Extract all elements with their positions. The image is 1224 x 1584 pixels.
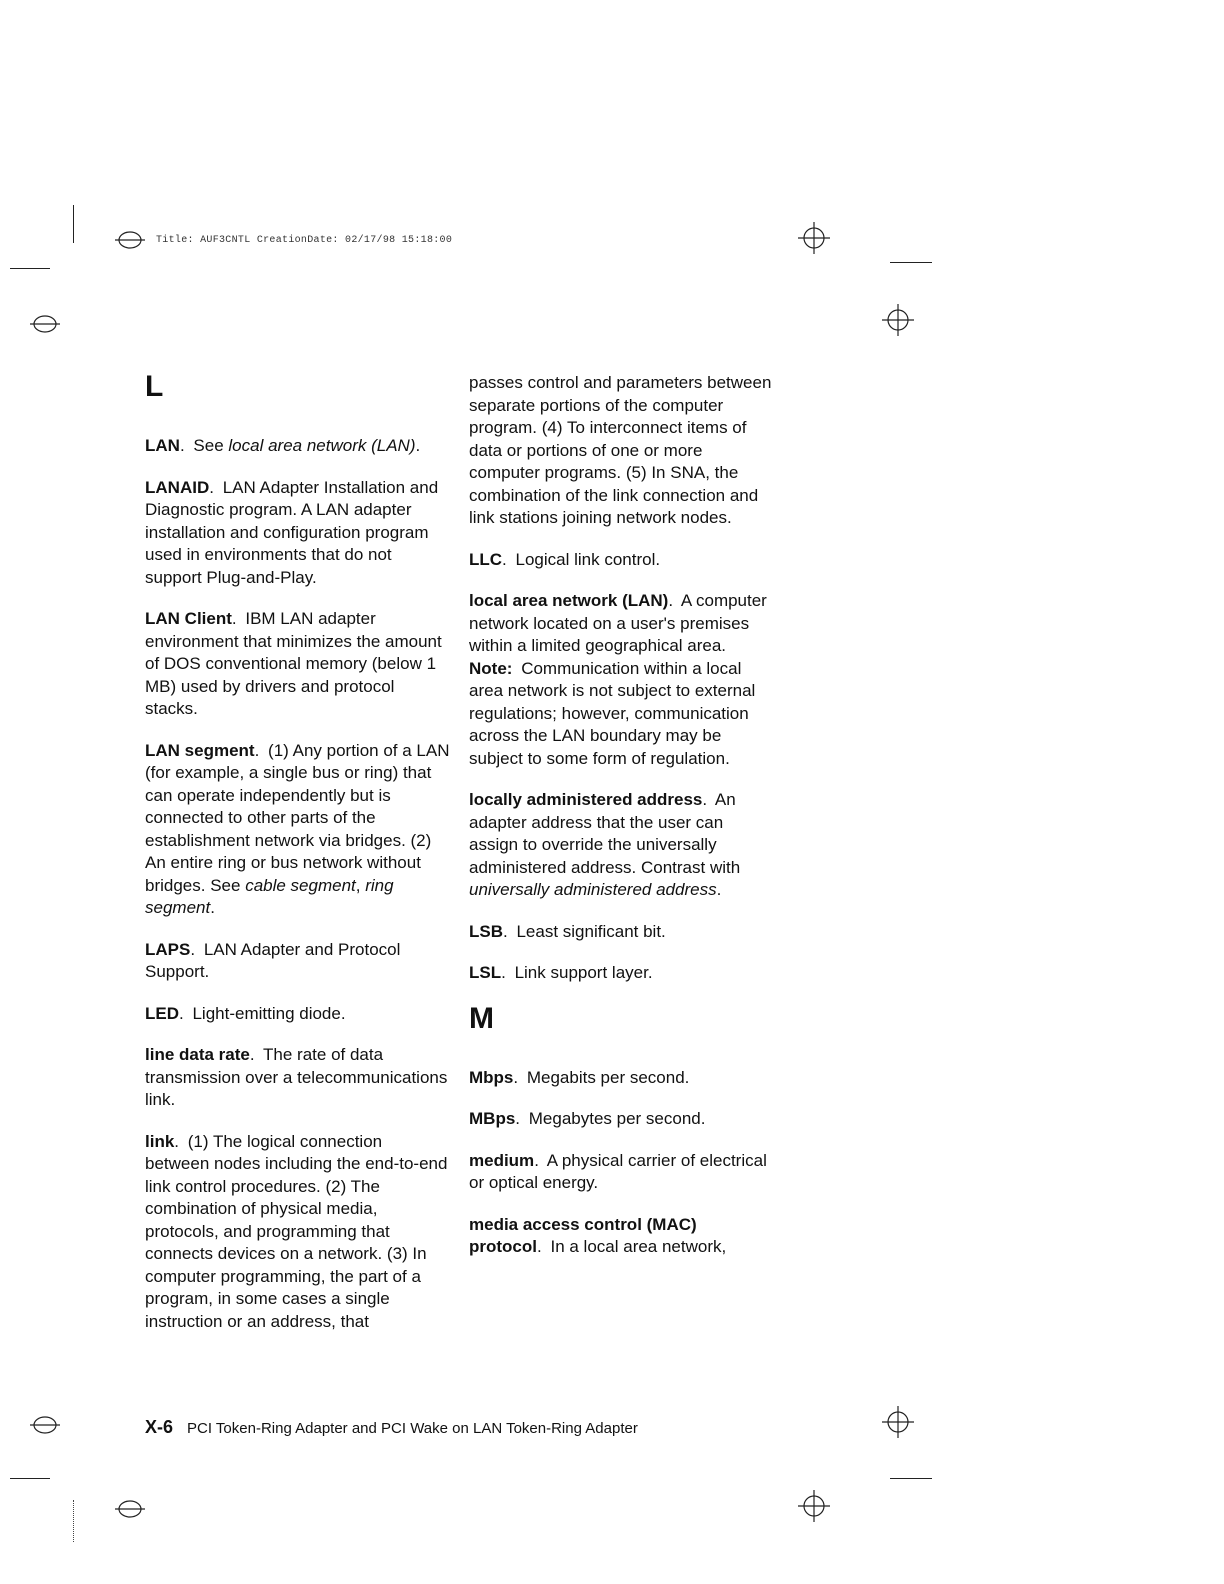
crop-mark-horizontal xyxy=(10,268,50,269)
term: line data rate xyxy=(145,1045,250,1064)
registration-crosshair-icon xyxy=(881,303,915,337)
definition: An adapter address that the user can assign to override the universally administered address. Contrast with xyxy=(469,790,741,877)
term: LANAID xyxy=(145,477,210,497)
term: MBps xyxy=(469,1109,516,1128)
glossary-entry-lsb: LSB. Least significant bit. xyxy=(469,921,666,941)
term: link xyxy=(145,1131,175,1151)
glossary-entry-mbps: Mbps. Megabits per second. xyxy=(469,1067,690,1087)
registration-crosshair-icon xyxy=(797,1489,831,1523)
definition: IBM LAN adapter environment that minimizes the amount of DOS conventional memory (below 1 MB) used by drivers and protocol stacks. xyxy=(145,609,442,718)
definition: See xyxy=(193,436,229,455)
glossary-entry-lan-client: LAN Client. IBM LAN adapter environment that minimizes the amount of DOS conventional memory (below 1 MB) used by drivers and protocol stacks. xyxy=(145,609,442,718)
glossary-entry-mbytes: MBps. Megabytes per second. xyxy=(469,1109,706,1128)
term: LAN xyxy=(145,436,180,455)
term: medium xyxy=(469,1150,535,1170)
cross-reference: cable segment xyxy=(245,875,356,895)
glossary-entry-line-data-rate: line data rate. The rate of data transmission over a telecommunications link. xyxy=(145,1045,448,1109)
definition: Megabits per second. xyxy=(526,1067,690,1087)
glossary-entry-local-area-network: local area network (LAN). A computer network located on a user's premises within a limited geographical area. Note: Communication within a local area network is not subject to external regulations; however, communication across the LAN boundary may be subject to some form of regulation. xyxy=(469,591,767,768)
glossary-entry-medium: medium. A physical carrier of electrical or optical energy. xyxy=(469,1150,767,1192)
definition: Least significant bit. xyxy=(516,921,666,941)
cross-reference: universally administered address xyxy=(469,880,717,899)
crop-mark-dotted xyxy=(73,1500,75,1542)
note-text: Communication within a local area network is not subject to external regulations; however, communication across the LAN boundary may be subject to some form of regulation. xyxy=(469,658,756,768)
definition: The rate of data transmission over a telecommunications link. xyxy=(145,1045,448,1109)
term: LED xyxy=(145,1003,179,1023)
registration-crosshair-icon xyxy=(881,1405,915,1439)
glossary-column-left xyxy=(145,372,450,1352)
crop-mark-horizontal xyxy=(890,1478,932,1479)
glossary-entry-led: LED. Light-emitting diode. xyxy=(145,1003,346,1023)
term: LAN segment xyxy=(145,740,255,760)
glossary-entry-link-continued: passes control and parameters between separate portions of the computer program. (4) To interconnect items of data or portions of one or more computer programs. (5) In SNA, the combination of the link connection and link stations joining network nodes. xyxy=(469,373,772,527)
term: locally administered address xyxy=(469,790,703,809)
definition: Megabytes per second. xyxy=(528,1109,706,1128)
definition: LAN Adapter Installation and Diagnostic program. A LAN adapter installation and configuration program used in environments that do not support Plug-and-Play. xyxy=(145,477,439,587)
glossary-entry-mac-protocol: media access control (MAC) protocol. In a local area network, xyxy=(469,1214,727,1256)
glossary-entry-lsl: LSL. Link support layer. xyxy=(469,963,653,982)
crop-mark-horizontal xyxy=(890,262,932,263)
term: LSL xyxy=(469,963,502,982)
definition: LAN Adapter and Protocol Support. xyxy=(145,939,401,981)
section-letter-l: L xyxy=(145,370,164,403)
definition: A computer network located on a user's premises within a limited geographical area. xyxy=(469,591,767,655)
registration-mark-icon xyxy=(113,1497,147,1521)
glossary-entry-llc: LLC. Logical link control. xyxy=(469,549,661,569)
registration-crosshair-icon xyxy=(797,221,831,255)
registration-mark-icon xyxy=(113,228,147,252)
definition: (1) Any portion of a LAN (for example, a single bus or ring) that can operate independently but is connected to other parts of the establishment network via bridges. (2) An entire ring or bus network without bridges. See xyxy=(145,740,450,895)
definition: Light-emitting diode. xyxy=(192,1003,346,1023)
term: local area network (LAN) xyxy=(469,591,669,610)
note-label: Note: xyxy=(469,658,513,678)
crop-mark-horizontal xyxy=(10,1478,50,1479)
definition: In a local area network, xyxy=(550,1237,727,1256)
glossary-column-right xyxy=(469,372,774,1278)
term: Mbps xyxy=(469,1067,514,1087)
book-title: PCI Token-Ring Adapter and PCI Wake on LAN Token-Ring Adapter xyxy=(187,1420,638,1437)
definition: (1) The logical connection between nodes including the end-to-end link control procedures. (2) The combination of physical media, protocols, and programming that connects devices on a network. (3) In computer programming, the part of a program, in some cases a single instruction or an address, that xyxy=(145,1131,448,1331)
crop-mark-vertical xyxy=(73,205,74,243)
cross-reference: ring segment xyxy=(145,875,394,917)
definition: Logical link control. xyxy=(515,549,661,569)
glossary-entry-laps: LAPS. LAN Adapter and Protocol Support. xyxy=(145,939,401,981)
glossary-entry-link: link. (1) The logical connection between nodes including the end-to-end link control procedures. (2) The combination of physical media, protocols, and programming that connects devices on a network. (3) In computer programming, the part of a program, in some cases a single instruction or an address, that xyxy=(145,1131,448,1331)
definition: A physical carrier of electrical or optical energy. xyxy=(469,1150,767,1192)
registration-mark-icon xyxy=(28,1413,62,1437)
term: LAN Client xyxy=(145,609,232,628)
term: LAPS xyxy=(145,939,191,959)
glossary-entry-lanaid: LANAID. LAN Adapter Installation and Diagnostic program. A LAN adapter installation and configuration program used in environments that do not support Plug-and-Play. xyxy=(145,477,439,587)
term: media access control (MAC) protocol xyxy=(469,1214,697,1256)
section-letter-m: M xyxy=(469,1001,494,1035)
page-footer xyxy=(145,1417,638,1438)
term: LLC xyxy=(469,549,503,569)
glossary-entry-lan-segment: LAN segment. (1) Any portion of a LAN (for example, a single bus or ring) that can operate independently but is connected to other parts of the establishment network via bridges. (2) An entire ring or bus network without bridges. See cable segment, ring segment. xyxy=(145,740,450,917)
term: LSB xyxy=(469,921,503,941)
cross-reference: local area network (LAN) xyxy=(228,436,416,455)
page-number: X-6 xyxy=(145,1417,174,1437)
print-header: Title: AUF3CNTL CreationDate: 02/17/98 15:18:00 xyxy=(156,235,453,246)
registration-mark-icon xyxy=(28,312,62,336)
glossary-entry-lan: LAN. See local area network (LAN). xyxy=(145,436,421,455)
glossary-entry-locally-administered-address: locally administered address. An adapter address that the user can assign to override the universally administered address. Contrast with universally administered address. xyxy=(469,790,741,899)
definition: Link support layer. xyxy=(514,963,653,982)
